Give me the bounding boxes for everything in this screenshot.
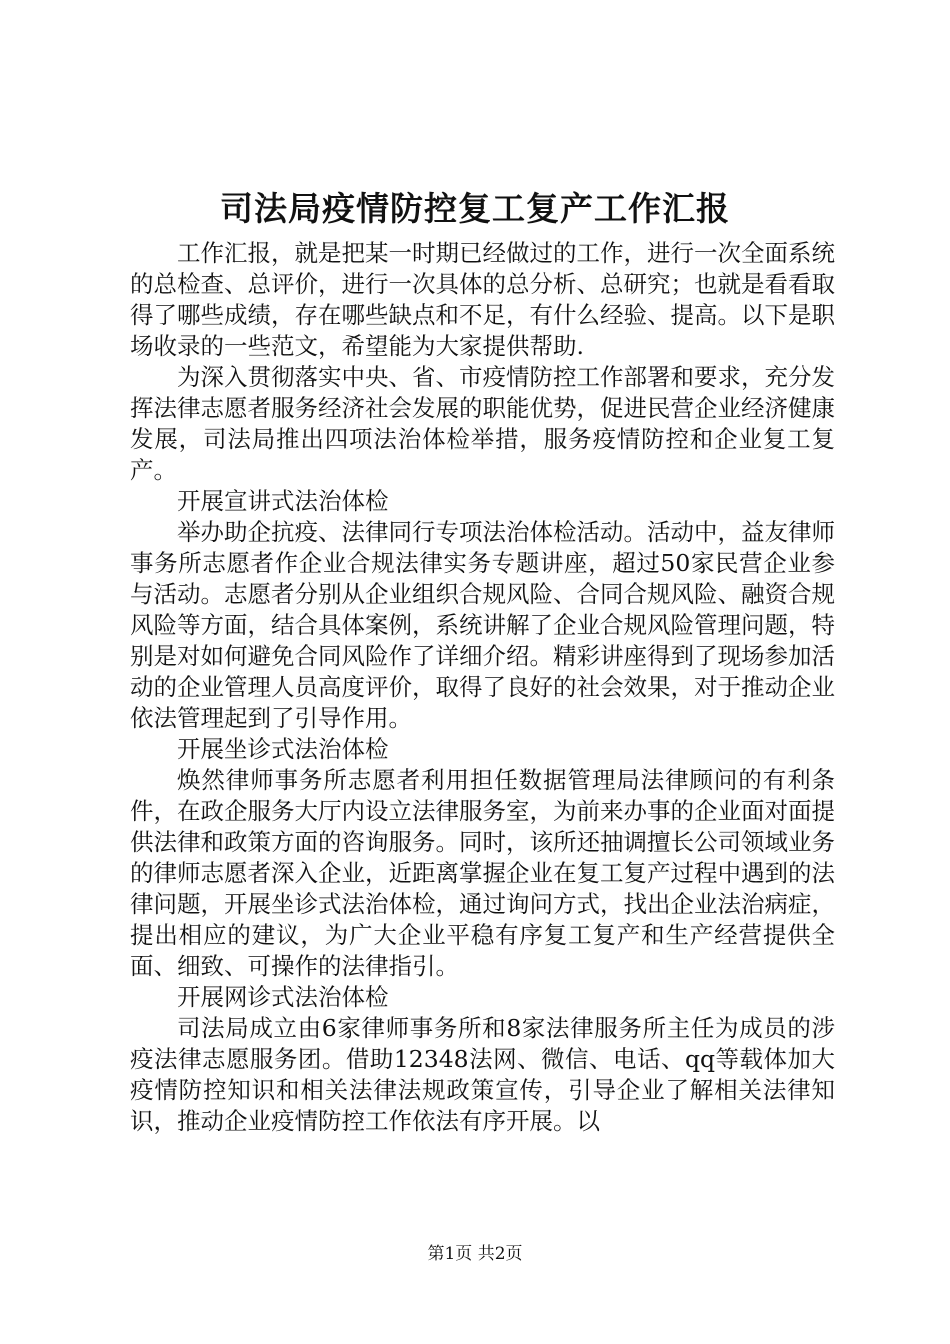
document-body <box>130 238 835 1137</box>
paragraph-intro: 工作汇报，就是把某一时期已经做过的工作，进行一次全面系统的总检查、总评价，进行一次具体的总分析、总研究；也就是看看取得了哪些成绩，存在哪些缺点和不足，有什么经验、提高。以下是职场收录的一些范文，希望能为大家提供帮助. <box>130 239 835 360</box>
section-heading-online: 开展网诊式法治体检 <box>177 983 389 1011</box>
section-heading-onsite: 开展坐诊式法治体检 <box>177 735 389 763</box>
paragraph-lecture: 举办助企抗疫、法律同行专项法治体检活动。活动中，益友律师事务所志愿者作企业合规法律实务专题讲座，超过50家民营企业参与活动。志愿者分别从企业组织合规风险、合同合规风险、融资合规风险等方面，结合具体案例，系统讲解了企业合规风险管理问题，特别是对如何避免合同风险作了详细介绍。精彩讲座得到了现场参加活动的企业管理人员高度评价，取得了良好的社会效果，对于推动企业依法管理起到了引导作用。 <box>130 518 835 732</box>
page-footer: 第1页 共2页 <box>427 1244 523 1264</box>
section-heading-lecture: 开展宣讲式法治体检 <box>177 487 389 515</box>
paragraph-online: 司法局成立由6家律师事务所和8家法律服务所主任为成员的涉疫法律志愿服务团。借助12348法网、微信、电话、qq等载体加大疫情防控知识和相关法律法规政策宣传，引导企业了解相关法律知识，推动企业疫情防控工作依法有序开展。以 <box>130 1014 835 1135</box>
paragraph-onsite: 焕然律师事务所志愿者利用担任数据管理局法律顾问的有利条件，在政企服务大厅内设立法律服务室，为前来办事的企业面对面提供法律和政策方面的咨询服务。同时，该所还抽调擅长公司领域业务的律师志愿者深入企业，近距离掌握企业在复工复产过程中遇到的法律问题，开展坐诊式法治体检，通过询问方式，找出企业法治病症，提出相应的建议，为广大企业平稳有序复工复产和生产经营提供全面、细致、可操作的法律指引。 <box>130 766 835 980</box>
document-title: 司法局疫情防控复工复产工作汇报 <box>220 189 730 228</box>
paragraph-overview: 为深入贯彻落实中央、省、市疫情防控工作部署和要求，充分发挥法律志愿者服务经济社会发展的职能优势，促进民营企业经济健康发展，司法局推出四项法治体检举措，服务疫情防控和企业复工复产。 <box>130 363 835 484</box>
